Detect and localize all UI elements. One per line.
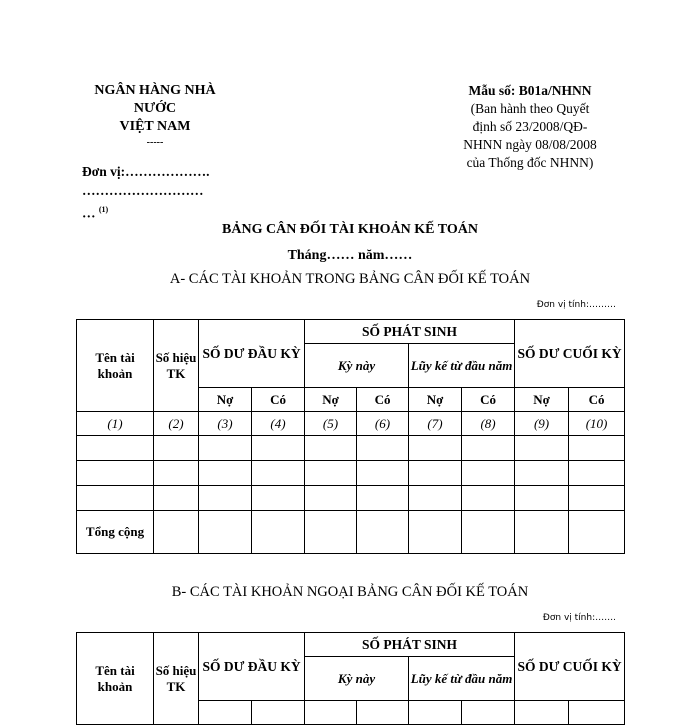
- header-arising: SỐ PHÁT SINH: [305, 320, 515, 344]
- section-a-title: A- CÁC TÀI KHOẢN TRONG BẢNG CÂN ĐỐI KẾ TOÁN: [169, 271, 531, 287]
- col-number: (3): [199, 412, 252, 436]
- col-number: (10): [569, 412, 625, 436]
- header-account-number: Số hiệu TK: [154, 320, 199, 412]
- header-debit: Nợ: [515, 388, 569, 412]
- form-desc-4: của Thống đốc NHNN): [466, 155, 594, 170]
- header-debit: Nợ: [199, 388, 252, 412]
- org-line-3: VIỆT NAM: [119, 119, 191, 134]
- header-closing-balance: SỐ DƯ CUỐI KỲ: [515, 320, 625, 388]
- org-line-2: NƯỚC: [133, 101, 177, 116]
- header-account-name: Tên tài khoản: [77, 633, 154, 725]
- issuing-organization: [80, 82, 230, 150]
- org-separator: -----: [146, 137, 164, 148]
- header-account-number: Số hiệu TK: [154, 633, 199, 725]
- table-row: [77, 461, 625, 486]
- form-code: Mẫu số: B01a/NHNN: [468, 83, 592, 98]
- total-label: Tổng cộng: [77, 511, 154, 554]
- month-year-line: Tháng…… năm……: [287, 248, 413, 263]
- header-debit: Nợ: [409, 388, 462, 412]
- section-b-unit-note: Đơn vị tính:…….: [542, 613, 616, 623]
- col-number: (8): [462, 412, 515, 436]
- header-credit: Có: [462, 388, 515, 412]
- header-this-period: Kỳ này: [305, 657, 409, 701]
- header-debit: Nợ: [305, 388, 357, 412]
- unit-line-2: ………………………: [82, 183, 204, 198]
- header-cumulative: Lũy kế từ đầu năm: [409, 344, 515, 388]
- footnote-marker: (1): [98, 205, 109, 214]
- header-account-name: Tên tài khoản: [77, 320, 154, 412]
- org-line-1: NGÂN HÀNG NHÀ: [94, 83, 216, 98]
- form-desc-2: định số 23/2008/QĐ-: [472, 119, 588, 134]
- header-opening-balance: SỐ DƯ ĐẦU KỲ: [199, 320, 305, 388]
- form-desc-1: (Ban hành theo Quyết: [470, 101, 590, 116]
- header-credit: Có: [357, 388, 409, 412]
- col-number: (6): [357, 412, 409, 436]
- header-cumulative: Lũy kế từ đầu năm: [409, 657, 515, 701]
- col-number: (4): [252, 412, 305, 436]
- document-title: BẢNG CÂN ĐỐI TÀI KHOẢN KẾ TOÁN: [222, 222, 478, 237]
- col-number: (7): [409, 412, 462, 436]
- form-info: [450, 82, 610, 172]
- section-a-unit-note: Đơn vị tính:………: [536, 300, 616, 310]
- header-opening-balance: SỐ DƯ ĐẦU KỲ: [199, 633, 305, 701]
- col-number: (2): [154, 412, 199, 436]
- table-row: [77, 436, 625, 461]
- unit-line-1: Đơn vị:……………….: [82, 164, 210, 179]
- header-credit: Có: [569, 388, 625, 412]
- section-b-title: B- CÁC TÀI KHOẢN NGOẠI BẢNG CÂN ĐỐI KẾ TOÁN: [171, 584, 529, 600]
- col-number: (1): [77, 412, 154, 436]
- section-a-table: [76, 319, 625, 554]
- col-number: (5): [305, 412, 357, 436]
- unit-line-3: …: [82, 205, 96, 221]
- header-closing-balance: SỐ DƯ CUỐI KỲ: [515, 633, 625, 701]
- header-arising: SỐ PHÁT SINH: [305, 633, 515, 657]
- table-row: [77, 486, 625, 511]
- section-b-table: [76, 632, 625, 725]
- header-credit: Có: [252, 388, 305, 412]
- header-this-period: Kỳ này: [305, 344, 409, 388]
- form-desc-3: NHNN ngày 08/08/2008: [463, 137, 597, 152]
- total-row: [77, 511, 625, 554]
- unit-field: [82, 162, 209, 223]
- col-number: (9): [515, 412, 569, 436]
